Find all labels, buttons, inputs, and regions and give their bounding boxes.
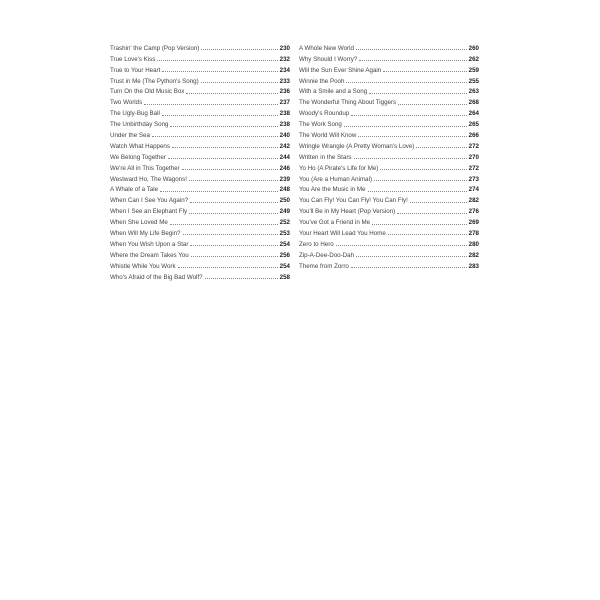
dot-leader: [190, 245, 277, 246]
index-entry: [110, 95, 290, 106]
song-title: With a Smile and a Song: [299, 88, 368, 96]
index-entry: [110, 183, 290, 194]
song-title: You've Got a Friend in Me: [299, 219, 371, 227]
song-title: The Unbirthday Song: [110, 121, 169, 129]
dot-leader: [383, 71, 466, 72]
dot-leader: [368, 191, 467, 192]
song-title: When Will My Life Begin?: [110, 230, 181, 238]
page-number: 240: [279, 132, 290, 140]
index-entry: [299, 128, 479, 139]
dot-leader: [356, 256, 467, 257]
index-entry: [110, 193, 290, 204]
index-entry: [110, 85, 290, 96]
dot-leader: [172, 147, 278, 148]
song-title: Woody's Roundup: [299, 110, 350, 118]
index-entry: [299, 237, 479, 248]
dot-leader: [388, 234, 467, 235]
page-number: 278: [468, 230, 479, 238]
dot-leader: [183, 234, 278, 235]
song-title: When You Wish Upon a Star: [110, 240, 189, 248]
dot-leader: [336, 245, 467, 246]
dot-leader: [162, 115, 278, 116]
page-number: 250: [279, 197, 290, 205]
dot-leader: [168, 158, 278, 159]
index-entry: [110, 248, 290, 259]
song-title: You Can Fly! You Can Fly! You Can Fly!: [299, 197, 408, 205]
song-title: True to Your Heart: [110, 66, 161, 74]
dot-leader: [170, 224, 278, 225]
index-entry: [299, 183, 479, 194]
page-number: 272: [468, 142, 479, 150]
page-number: 252: [279, 219, 290, 227]
dot-leader: [152, 136, 278, 137]
index-entry: [110, 237, 290, 248]
index-entry: [110, 150, 290, 161]
song-title: True Love's Kiss: [110, 55, 156, 63]
page-number: 276: [468, 208, 479, 216]
dot-leader: [144, 104, 277, 105]
page-number: 270: [468, 153, 479, 161]
page-number: 242: [279, 142, 290, 150]
dot-leader: [344, 126, 467, 127]
dot-leader: [358, 136, 466, 137]
index-entry: [299, 95, 479, 106]
dot-leader: [354, 158, 467, 159]
index-entry: [299, 226, 479, 237]
page-number: 263: [468, 88, 479, 96]
page-number: 249: [279, 208, 290, 216]
dot-leader: [201, 49, 277, 50]
page-number: 269: [468, 219, 479, 227]
page-number: 255: [468, 77, 479, 85]
page-number: 282: [468, 197, 479, 205]
dot-leader: [178, 267, 278, 268]
page-number: 260: [468, 44, 479, 52]
dot-leader: [372, 224, 467, 225]
song-title: Yo Ho (A Pirate's Life for Me): [299, 164, 379, 172]
index-entry: [299, 193, 479, 204]
page-number: 238: [279, 110, 290, 118]
index-entry: [110, 259, 290, 270]
index-entry: [299, 63, 479, 74]
page-number: 258: [279, 273, 290, 281]
dot-leader: [189, 213, 278, 214]
page-number: 232: [279, 55, 290, 63]
page-number: 254: [279, 262, 290, 270]
dot-leader: [191, 256, 278, 257]
index-entry: [299, 106, 479, 117]
song-title: Westward Ho, The Wagons!: [110, 175, 187, 183]
index-entry: [110, 52, 290, 63]
song-title: When Can I See You Again?: [110, 197, 189, 205]
index-entry: [110, 117, 290, 128]
song-title: Two Worlds: [110, 99, 143, 107]
index-column-left: [110, 41, 290, 281]
dot-leader: [398, 104, 467, 105]
index-entry: [110, 172, 290, 183]
song-title: The Work Song: [299, 121, 342, 129]
page-number: 246: [279, 164, 290, 172]
song-title: We're All in This Together: [110, 164, 180, 172]
dot-leader: [186, 93, 277, 94]
index-entry: [299, 161, 479, 172]
dot-leader: [374, 180, 467, 181]
page-number: 273: [468, 175, 479, 183]
index-entry: [299, 204, 479, 215]
song-title: A Whale of a Tale: [110, 186, 159, 194]
page-number: 283: [468, 262, 479, 270]
index-entry: [299, 150, 479, 161]
index-entry: [299, 117, 479, 128]
index-entry: [110, 128, 290, 139]
song-title: Theme from Zorro: [299, 262, 349, 270]
page-number: 256: [279, 251, 290, 259]
song-title: Trashin' the Camp (Pop Version): [110, 44, 200, 52]
page-number: 266: [468, 132, 479, 140]
page-number: 280: [468, 240, 479, 248]
song-title: The Wonderful Thing About Tiggers: [299, 99, 397, 107]
song-title: Turn On the Old Music Box: [110, 88, 185, 96]
index-entry: [110, 63, 290, 74]
index-entry: [110, 161, 290, 172]
song-title: Why Should I Worry?: [299, 55, 358, 63]
index-entry: [299, 139, 479, 150]
index-entry: [299, 248, 479, 259]
index-entry: [299, 259, 479, 270]
index-entry: [299, 215, 479, 226]
dot-leader: [162, 71, 277, 72]
index-entry: [299, 41, 479, 52]
song-title: Trust in Me (The Python's Song): [110, 77, 199, 85]
dot-leader: [190, 202, 278, 203]
dot-leader: [170, 126, 277, 127]
song-title: Written in the Stars: [299, 153, 352, 161]
song-title: Whistle While You Work: [110, 262, 176, 270]
dot-leader: [201, 82, 278, 83]
page-number: 248: [279, 186, 290, 194]
page-number: 234: [279, 66, 290, 74]
page-number: 262: [468, 55, 479, 63]
dot-leader: [182, 169, 278, 170]
page-number: 254: [279, 240, 290, 248]
index-entry: [110, 204, 290, 215]
index-entry: [299, 172, 479, 183]
song-title: You (Are a Human Animal): [299, 175, 373, 183]
page-number: 274: [468, 186, 479, 194]
page-number: 268: [468, 99, 479, 107]
dot-leader: [205, 278, 278, 279]
song-title: The Ugly-Bug Ball: [110, 110, 160, 118]
page-number: 264: [468, 110, 479, 118]
song-title: Watch What Happens: [110, 142, 170, 150]
song-title: We Belong Together: [110, 153, 166, 161]
index-entry: [110, 226, 290, 237]
page-number: 237: [279, 99, 290, 107]
index-entry: [110, 139, 290, 150]
dot-leader: [369, 93, 467, 94]
index-entry: [110, 106, 290, 117]
dot-leader: [157, 60, 277, 61]
song-title: Zero to Hero: [299, 240, 334, 248]
index-entry: [110, 41, 290, 52]
index-column-right: [299, 41, 479, 270]
dot-leader: [416, 147, 466, 148]
page-number: 236: [279, 88, 290, 96]
index-entry: [110, 215, 290, 226]
dot-leader: [397, 213, 466, 214]
song-title: Your Heart Will Lead You Home: [299, 230, 386, 238]
dot-leader: [351, 115, 466, 116]
song-title: When She Loved Me: [110, 219, 168, 227]
page-number: 265: [468, 121, 479, 129]
page-number: 259: [468, 66, 479, 74]
index-entry: [299, 52, 479, 63]
index-entry: [299, 85, 479, 96]
page-number: 238: [279, 121, 290, 129]
page-number: 244: [279, 153, 290, 161]
page-number: 272: [468, 164, 479, 172]
song-title: Wringle Wrangle (A Pretty Woman's Love): [299, 142, 415, 150]
page-number: 239: [279, 175, 290, 183]
song-title: Winnie the Pooh: [299, 77, 345, 85]
song-title: You'll Be in My Heart (Pop Version): [299, 208, 396, 216]
dot-leader: [380, 169, 466, 170]
dot-leader: [189, 180, 278, 181]
song-title: Where the Dream Takes You: [110, 251, 189, 259]
index-entry: [110, 270, 290, 281]
song-title: Zip-A-Dee-Doo-Dah: [299, 251, 355, 259]
song-title: Under the Sea: [110, 132, 150, 140]
song-title: The World Will Know: [299, 132, 357, 140]
song-title: When I See an Elephant Fly: [110, 208, 188, 216]
page-number: 282: [468, 251, 479, 259]
page-number: 230: [279, 44, 290, 52]
dot-leader: [359, 60, 466, 61]
song-title: You Are the Music in Me: [299, 186, 366, 194]
index-entry: [110, 74, 290, 85]
page-number: 253: [279, 230, 290, 238]
dot-leader: [356, 49, 467, 50]
song-title: A Whole New World: [299, 44, 354, 52]
song-title: Who's Afraid of the Big Bad Wolf?: [110, 273, 203, 281]
page-number: 233: [279, 77, 290, 85]
dot-leader: [160, 191, 278, 192]
dot-leader: [351, 267, 467, 268]
song-title: Will the Sun Ever Shine Again: [299, 66, 382, 74]
index-entry: [299, 74, 479, 85]
dot-leader: [346, 82, 466, 83]
dot-leader: [410, 202, 467, 203]
